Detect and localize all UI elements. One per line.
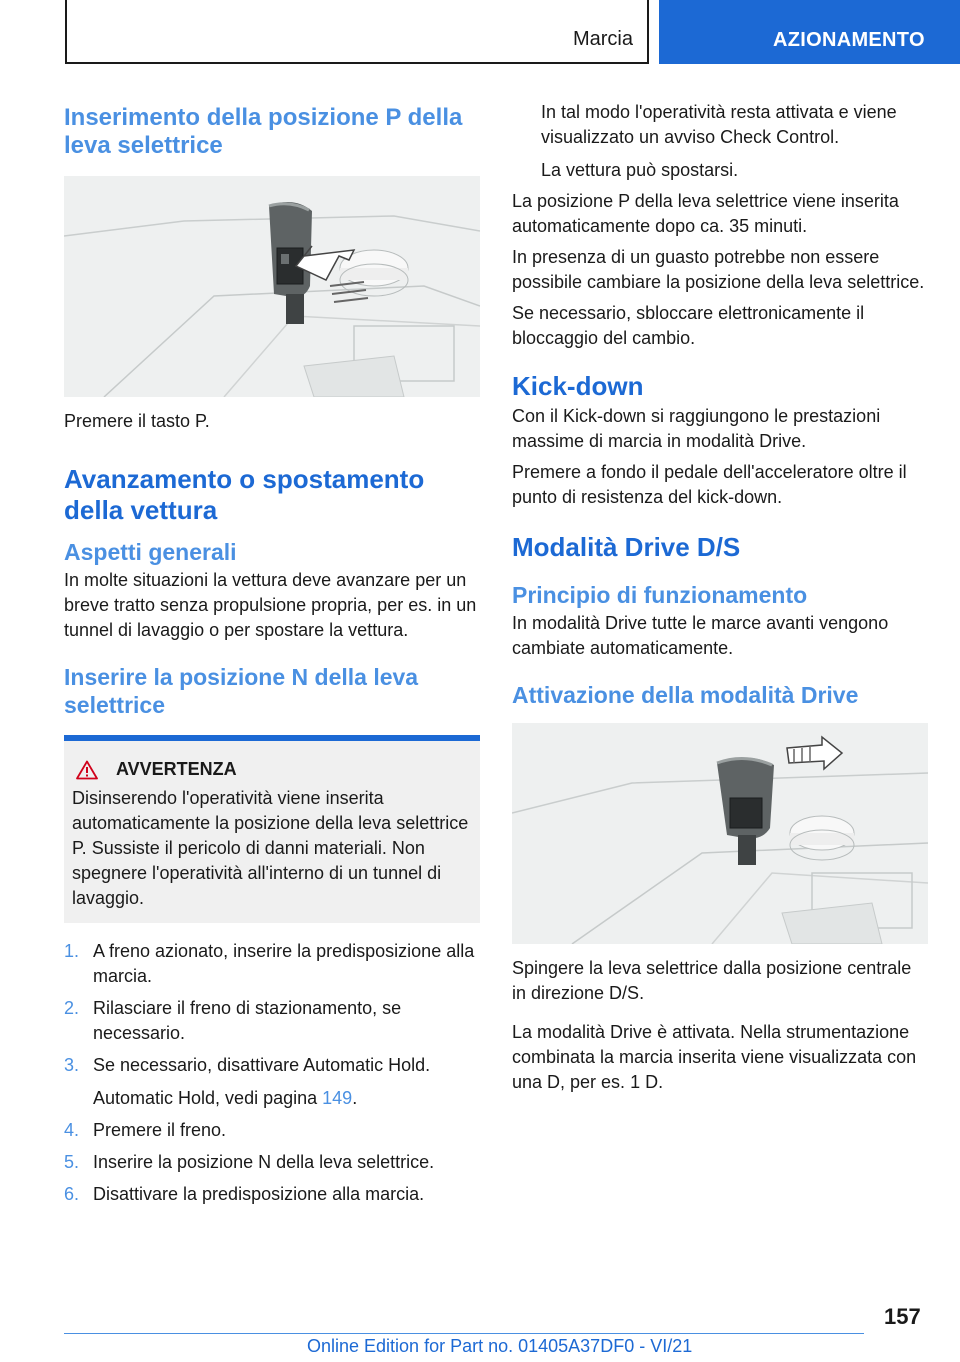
header-chapter-label: AZIONAMENTO bbox=[773, 29, 925, 51]
paragraph-continuation-1: In tal modo l'operatività resta attivata e viene visualizzato un avviso Check Control. bbox=[541, 102, 897, 147]
gear-selector-p-illustration bbox=[64, 176, 480, 397]
page-ref-link[interactable]: 149 bbox=[322, 1088, 353, 1108]
page-number: 157 bbox=[884, 1304, 921, 1329]
heading-principle: Principio di funzionamento bbox=[512, 582, 808, 608]
caption-park: Premere il tasto P. bbox=[64, 411, 210, 431]
heading-advance: Avanzamento o spostamento della vettura bbox=[64, 464, 425, 525]
paragraph-continuation-2: La vettura può spostarsi. bbox=[541, 160, 739, 180]
list-item: 2. Rilasciare il freno di stazionamento, se necessario. bbox=[64, 998, 402, 1043]
paragraph-general: In molte situazioni la vettura deve avanzare per un breve tratto senza propulsione propria, per es. in un tunnel di lavaggio o per spostare la vettura. bbox=[64, 570, 477, 640]
warning-header bbox=[76, 759, 472, 780]
page-header bbox=[0, 0, 960, 66]
heading-kickdown: Kick-down bbox=[512, 371, 644, 401]
warning-title: AVVERTENZA bbox=[116, 759, 237, 779]
header-chapter-tab bbox=[659, 0, 960, 64]
paragraph-unlock: Se necessario, sbloccare elettronicamente il bloccaggio del cambio. bbox=[512, 303, 865, 348]
heading-drive-mode: Modalità Drive D/S bbox=[512, 532, 741, 562]
steps-list bbox=[64, 939, 480, 1207]
warning-triangle-icon bbox=[76, 760, 98, 780]
paragraph-activation: La modalità Drive è attivata. Nella strumentazione combinata la marcia inserita viene visualizzata con una D, per es. 1 D. bbox=[512, 1022, 917, 1092]
left-column bbox=[64, 100, 480, 1214]
list-item: 5. Inserire la posizione N della leva selettrice. bbox=[64, 1152, 435, 1172]
footer-edition: Online Edition for Part no. 01405A37DF0 - VI/21 bbox=[307, 1336, 693, 1356]
heading-general: Aspetti generali bbox=[64, 539, 237, 565]
heading-activation: Attivazione della modalità Drive bbox=[512, 682, 859, 708]
step3-note: Automatic Hold, vedi pagina 149. bbox=[93, 1088, 358, 1108]
paragraph-auto-p: La posizione P della leva selettrice viene inserita automaticamente dopo ca. 35 minuti. bbox=[512, 191, 899, 236]
header-section-label: Marcia bbox=[572, 28, 633, 50]
illustration-park-button bbox=[64, 176, 480, 397]
paragraph-kickdown-2: Premere a fondo il pedale dell'acceleratore oltre il punto di resistenza del kick-down. bbox=[512, 462, 907, 507]
list-item: 1. A freno azionato, inserire la predisposizione alla marcia. bbox=[64, 941, 475, 986]
paragraph-fault: In presenza di un guasto potrebbe non essere possibile cambiare la posizione della leva selettrice. bbox=[512, 247, 925, 292]
paragraph-kickdown-1: Con il Kick-down si raggiungono le prestazioni massime di marcia in modalità Drive. bbox=[512, 406, 881, 451]
list-item: 3. Se necessario, disattivare Automatic Hold. Automatic Hold, vedi pagina 149. bbox=[64, 1053, 480, 1111]
header-section-box bbox=[65, 0, 649, 64]
footer-divider bbox=[64, 1333, 864, 1334]
warning-text: Disinserendo l'operatività viene inserita automaticamente la posizione della leva selettrice P. Sussiste il pericolo di danni materiali. Non spegnere l'operatività all'interno di un tunnel di lavaggio. bbox=[72, 788, 469, 908]
caption-drive: Spingere la leva selettrice dalla posizione centrale in direzione D/S. bbox=[512, 958, 912, 1003]
heading-insert-n: Inserire la posizione N della leva selettrice bbox=[64, 664, 419, 718]
paragraph-principle: In modalità Drive tutte le marce avanti vengono cambiate automaticamente. bbox=[512, 613, 889, 658]
gear-selector-drive-illustration bbox=[512, 723, 928, 944]
right-column bbox=[512, 100, 928, 1095]
heading-park-position: Inserimento della posizione P della leva selettrice bbox=[64, 104, 463, 159]
list-item: 4. Premere il freno. bbox=[64, 1120, 227, 1140]
illustration-drive-selector bbox=[512, 723, 928, 944]
warning-box bbox=[64, 735, 480, 923]
list-item: 6. Disattivare la predisposizione alla marcia. bbox=[64, 1184, 425, 1204]
